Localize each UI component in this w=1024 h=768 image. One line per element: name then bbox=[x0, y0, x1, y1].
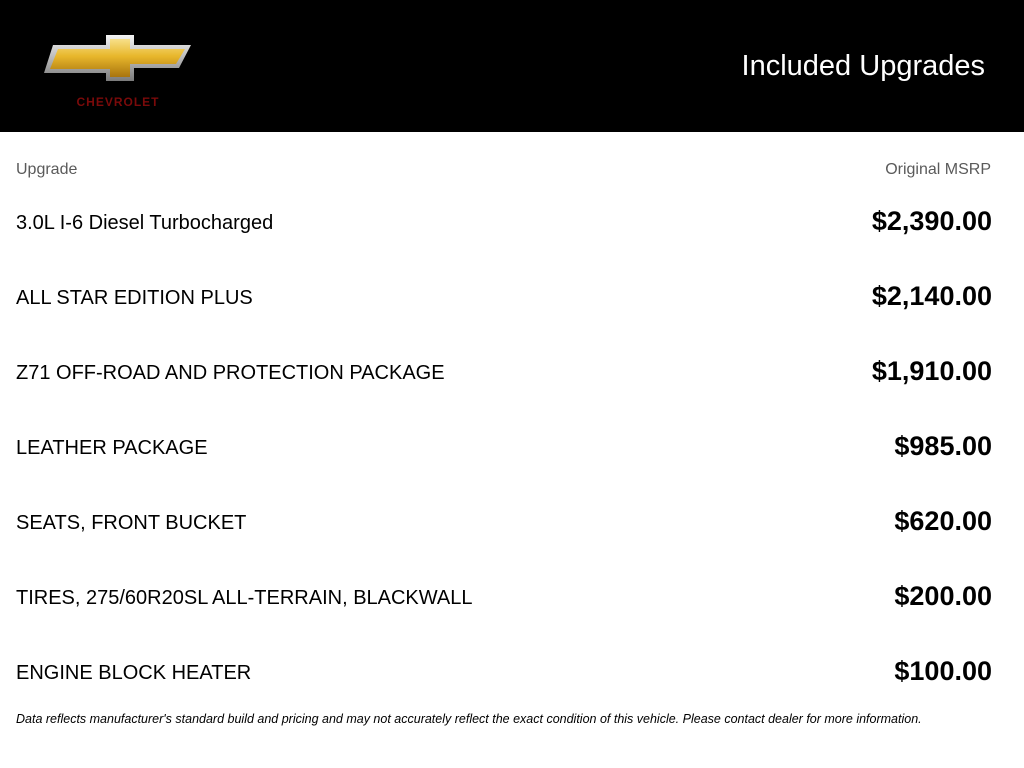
upgrade-row bbox=[0, 560, 1024, 635]
chevrolet-bowtie-logo-icon bbox=[44, 30, 194, 110]
upgrade-price: $2,390.00 bbox=[871, 206, 992, 236]
upgrade-row bbox=[0, 410, 1024, 485]
upgrade-price: $100.00 bbox=[894, 656, 992, 686]
upgrade-name: ENGINE BLOCK HEATER bbox=[16, 662, 252, 684]
upgrade-name: TIRES, 275/60R20SL ALL-TERRAIN, BLACKWALL bbox=[16, 587, 473, 609]
upgrade-row bbox=[0, 485, 1024, 560]
upgrade-name: ALL STAR EDITION PLUS bbox=[16, 287, 253, 309]
upgrade-price: $1,910.00 bbox=[871, 356, 992, 386]
upgrade-name: LEATHER PACKAGE bbox=[16, 437, 208, 459]
disclaimer-text: Data reflects manufacturer's standard build and pricing and may not accurately reflect the exact condition of this vehicle. Please contact dealer for more information. bbox=[16, 712, 922, 726]
upgrade-name: 3.0L I-6 Diesel Turbocharged bbox=[16, 212, 274, 234]
page-title: Included Upgrades bbox=[741, 50, 985, 82]
upgrade-row bbox=[0, 185, 1024, 260]
column-header-upgrade: Upgrade bbox=[16, 161, 78, 178]
upgrade-name: SEATS, FRONT BUCKET bbox=[16, 512, 247, 534]
upgrade-row bbox=[0, 635, 1024, 710]
upgrade-price: $200.00 bbox=[894, 581, 992, 611]
upgrade-price: $985.00 bbox=[894, 431, 992, 461]
upgrade-row bbox=[0, 335, 1024, 410]
column-header-msrp: Original MSRP bbox=[885, 161, 991, 178]
page-header bbox=[0, 0, 1024, 132]
upgrades-list bbox=[0, 185, 1024, 710]
upgrade-price: $620.00 bbox=[894, 506, 992, 536]
upgrade-price: $2,140.00 bbox=[871, 281, 992, 311]
upgrade-name: Z71 OFF-ROAD AND PROTECTION PACKAGE bbox=[16, 362, 445, 384]
svg-text:CHEVROLET: CHEVROLET bbox=[76, 95, 160, 109]
upgrade-row bbox=[0, 260, 1024, 335]
